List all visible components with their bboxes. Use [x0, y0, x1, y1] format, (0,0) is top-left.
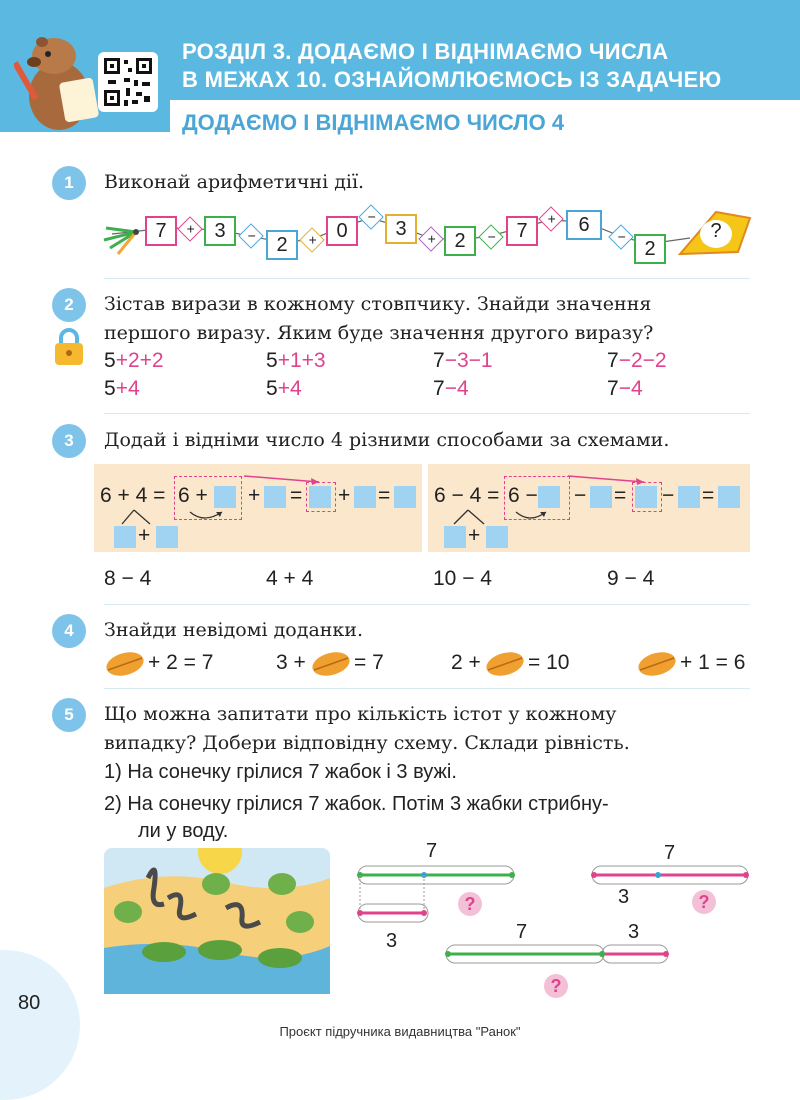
task-1-text: Виконай арифметичні дії.: [104, 171, 365, 193]
scheme-1-question: ?: [458, 892, 482, 916]
task-2-text: Зістав вирази в кожному стовпчику. Знайди значення першого виразу. Яким буде значення другого виразу?: [104, 293, 654, 344]
task-2-col-4: 7−2−2 7−4: [607, 349, 667, 400]
task-3-exercise: 9 − 4: [607, 567, 655, 590]
task-4-text: Знайди невідомі доданки.: [104, 619, 364, 641]
scheme-3-part-a: 7: [516, 921, 528, 943]
task-1-chain: [0, 200, 800, 270]
scheme-sub-split: 6 −: [508, 484, 538, 507]
chain-number: 2: [266, 230, 298, 260]
task-4-eq-4: + 1 = 6: [680, 651, 746, 674]
separator: [104, 604, 750, 605]
task-3-text: Додай і відніми число 4 різними способами за схемами.: [104, 429, 670, 451]
leaf-icon: [310, 650, 352, 678]
chain-operator: −: [608, 224, 633, 249]
task-5-item-1: 1) На сонечку грілися 7 жабок і 3 вужі.: [104, 761, 457, 783]
plus-sign: +: [248, 484, 261, 507]
task-4-eq-3-a: 2 +: [451, 651, 481, 674]
lock-icon: [52, 326, 86, 368]
kite-question: ?: [710, 220, 722, 242]
blank-square[interactable]: [114, 526, 136, 548]
task-4-eq-2-a: 3 +: [276, 651, 306, 674]
task-4-eq-1: + 2 = 7: [148, 651, 214, 674]
chain-number: 0: [326, 216, 358, 246]
task-4-eq-3-b: = 10: [528, 651, 570, 674]
scheme-3-part-b: 3: [628, 921, 640, 943]
leaf-icon: [104, 650, 146, 678]
segment-scheme-1: [352, 860, 532, 950]
separator: [104, 278, 750, 279]
chain-number: 6: [566, 210, 602, 240]
chain-operator: −: [358, 204, 383, 229]
equals-sign: =: [702, 484, 715, 507]
plus-sign: +: [138, 524, 151, 547]
scheme-add-split: 6 +: [178, 484, 208, 507]
scheme-3-question: ?: [544, 974, 568, 998]
capybara-mascot-icon: [14, 30, 104, 134]
separator: [104, 413, 750, 414]
qr-code-icon: [98, 52, 158, 112]
chain-number: 7: [145, 216, 177, 246]
minus-sign: −: [574, 484, 587, 507]
chain-operator: +: [538, 206, 563, 231]
segment-scheme-3: [442, 940, 672, 970]
footer-text: Проєкт підручника видавництва "Ранок": [279, 1024, 521, 1039]
task-4-number: 4: [52, 614, 86, 648]
scheme-add-start: 6 + 4 =: [100, 484, 166, 507]
chain-operator: +: [418, 226, 443, 251]
plus-sign: +: [338, 484, 351, 507]
page-number: 80: [18, 992, 41, 1014]
plus-sign: +: [468, 524, 481, 547]
task-2-number: 2: [52, 288, 86, 322]
task-3-number: 3: [52, 424, 86, 458]
task-5-text: Що можна запитати про кількість істот у кожному випадку? Добери відповідну схему. Склади рівність.: [104, 703, 630, 754]
scheme-1-total: 7: [426, 840, 438, 862]
equals-sign: =: [378, 484, 391, 507]
tassel-icon: [100, 218, 140, 258]
lesson-title: ДОДАЄМО І ВІДНІМАЄМО ЧИСЛО 4: [182, 110, 565, 135]
task-5-number: 5: [52, 698, 86, 732]
chain-number: 7: [506, 216, 538, 246]
task-3-exercise: 4 + 4: [266, 567, 314, 590]
task-1-number: 1: [52, 166, 86, 200]
scheme-1-part: 3: [386, 930, 398, 952]
blank-square[interactable]: [444, 526, 466, 548]
scheme-2-part: 3: [618, 886, 630, 908]
chain-number: 3: [385, 214, 417, 244]
chain-operator: +: [299, 227, 324, 252]
chain-number: 3: [204, 216, 236, 246]
task-4-eq-2-b: = 7: [354, 651, 384, 674]
separator: [104, 688, 750, 689]
blank-square[interactable]: [156, 526, 178, 548]
task-3-exercise: 10 − 4: [433, 567, 492, 590]
scheme-2-question: ?: [692, 890, 716, 914]
task-2-col-1: 5+2+2 5+4: [104, 349, 164, 400]
scheme-addition: [94, 464, 422, 552]
leaf-icon: [484, 650, 526, 678]
chain-number: 2: [444, 226, 476, 256]
qr-code[interactable]: [98, 52, 158, 112]
chain-operator: −: [238, 223, 263, 248]
task-2-col-2: 5+1+3 5+4: [266, 349, 326, 400]
chain-number: 2: [634, 234, 666, 264]
chapter-title: РОЗДІЛ 3. ДОДАЄМО І ВІДНІМАЄМО ЧИСЛА В МЕЖАХ 10. ОЗНАЙОМЛЮЄМОСЬ ІЗ ЗАДАЧЕЮ: [182, 39, 722, 92]
equals-sign: =: [614, 484, 627, 507]
task-3-exercise: 8 − 4: [104, 567, 152, 590]
leaf-icon: [636, 650, 678, 678]
scheme-subtraction: [428, 464, 750, 552]
task-2-col-3: 7−3−1 7−4: [433, 349, 493, 400]
scheme-2-total: 7: [664, 842, 676, 864]
equals-sign: =: [290, 484, 303, 507]
frogs-snakes-illustration: [104, 848, 330, 994]
minus-sign: −: [662, 484, 675, 507]
chain-operator: +: [177, 216, 202, 241]
blank-square[interactable]: [486, 526, 508, 548]
scheme-sub-start: 6 − 4 =: [434, 484, 500, 507]
chain-operator: −: [478, 224, 503, 249]
task-5-item-2: 2) На сонечку грілися 7 жабок. Потім 3 жабки стрибну- ли у воду.: [104, 793, 609, 842]
